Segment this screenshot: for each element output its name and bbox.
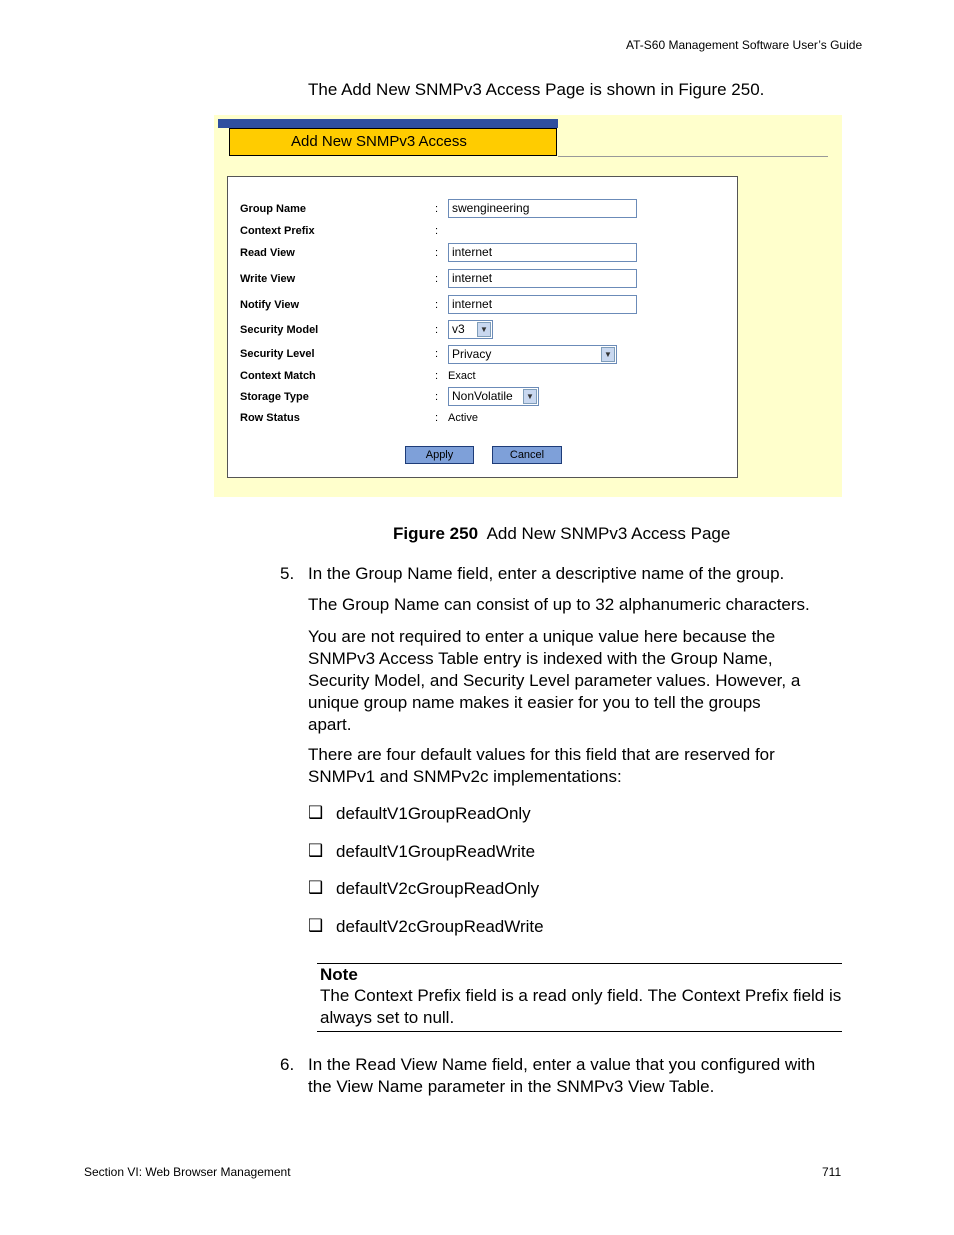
security-level-select[interactable]	[448, 345, 617, 364]
security-level-label: Security Level	[240, 348, 315, 360]
group-name-label: Group Name	[240, 203, 307, 215]
read-view-label: Read View	[240, 247, 295, 259]
paragraph	[308, 744, 775, 788]
context-prefix-label: Context Prefix	[240, 225, 315, 237]
caption-text: Add New SNMPv3 Access Page	[486, 524, 731, 543]
note-line: The Context Prefix field is a read only field. The Context Prefix field is	[320, 986, 842, 1005]
list-item: defaultV1GroupReadOnly	[336, 804, 531, 823]
step-number: 5.	[280, 564, 295, 583]
checkbox-bullet-icon: ❑	[308, 841, 324, 860]
note-title: Note	[320, 965, 358, 984]
security-model-select[interactable]	[448, 320, 493, 339]
cancel-button[interactable]: Cancel	[492, 446, 562, 464]
context-match-value: Exact	[448, 370, 476, 382]
notify-view-label: Notify View	[240, 299, 300, 311]
security-model-value: v3	[452, 322, 465, 336]
step-line: In the Read View Name field, enter a value that you configured with	[308, 1055, 816, 1074]
storage-type-label: Storage Type	[240, 391, 309, 403]
colon: :	[435, 273, 439, 285]
security-level-value: Privacy	[452, 347, 492, 361]
list-item: defaultV2cGroupReadOnly	[336, 879, 540, 898]
paragraph	[308, 626, 800, 736]
list-item: defaultV1GroupReadWrite	[336, 842, 536, 861]
chevron-down-icon[interactable]: ▼	[601, 347, 615, 362]
paragraph: The Group Name can consist of up to 32 alphanumeric characters.	[308, 595, 810, 614]
paragraph-line: There are four default values for this field that are reserved for	[308, 745, 775, 764]
note-line: always set to null.	[320, 1008, 455, 1027]
security-model-label: Security Model	[240, 324, 319, 336]
checkbox-bullet-icon: ❑	[308, 878, 324, 897]
colon: :	[435, 391, 439, 403]
notify-view-input[interactable]: internet	[448, 295, 637, 314]
footer-section: Section VI: Web Browser Management	[84, 1165, 291, 1179]
colon: :	[435, 348, 439, 360]
panel-title-bar	[218, 119, 558, 157]
context-match-label: Context Match	[240, 370, 316, 382]
chevron-down-icon[interactable]: ▼	[477, 322, 491, 337]
storage-type-value: NonVolatile	[452, 389, 513, 403]
group-name-input[interactable]: swengineering	[448, 199, 637, 218]
colon: :	[435, 225, 439, 237]
row-status-value: Active	[448, 412, 478, 424]
list-item: defaultV2cGroupReadWrite	[336, 917, 544, 936]
caption-number: Figure 250	[393, 524, 479, 543]
paragraph-line: SNMPv3 Access Table entry is indexed with the Group Name,	[308, 649, 773, 668]
paragraph-line: apart.	[308, 715, 352, 734]
row-status-label: Row Status	[240, 412, 300, 424]
colon: :	[435, 324, 439, 336]
step-text	[308, 1054, 815, 1098]
step-text: In the Group Name field, enter a descriptive name of the group.	[308, 564, 785, 583]
step-line: the View Name parameter in the SNMPv3 View Table.	[308, 1077, 715, 1096]
note-top-rule	[317, 963, 842, 964]
storage-type-select[interactable]	[448, 387, 539, 406]
read-view-input[interactable]: internet	[448, 243, 637, 262]
colon: :	[435, 247, 439, 259]
colon: :	[435, 203, 439, 215]
title-divider	[558, 156, 828, 157]
panel-title: Add New SNMPv3 Access	[229, 128, 557, 156]
step-number: 6.	[280, 1055, 295, 1074]
title-bar-accent	[218, 119, 558, 128]
figure-caption	[393, 523, 730, 545]
page-number: 711	[822, 1165, 842, 1179]
apply-button[interactable]: Apply	[405, 446, 474, 464]
colon: :	[435, 299, 439, 311]
paragraph-line: You are not required to enter a unique value here because the	[308, 627, 776, 646]
chevron-down-icon[interactable]: ▼	[523, 389, 537, 404]
paragraph-line: SNMPv1 and SNMPv2c implementations:	[308, 767, 622, 786]
checkbox-bullet-icon: ❑	[308, 803, 324, 822]
intro-text: The Add New SNMPv3 Access Page is shown in Figure 250.	[308, 80, 765, 99]
note-bottom-rule	[317, 1031, 842, 1032]
write-view-input[interactable]: internet	[448, 269, 637, 288]
running-header: AT-S60 Management Software User’s Guide	[626, 38, 863, 52]
colon: :	[435, 370, 439, 382]
paragraph-line: unique group name makes it easier for you to tell the groups	[308, 693, 761, 712]
paragraph-line: Security Model, and Security Level parameter values. However, a	[308, 671, 801, 690]
checkbox-bullet-icon: ❑	[308, 916, 324, 935]
colon: :	[435, 412, 439, 424]
note-body	[320, 985, 841, 1029]
write-view-label: Write View	[240, 273, 296, 285]
